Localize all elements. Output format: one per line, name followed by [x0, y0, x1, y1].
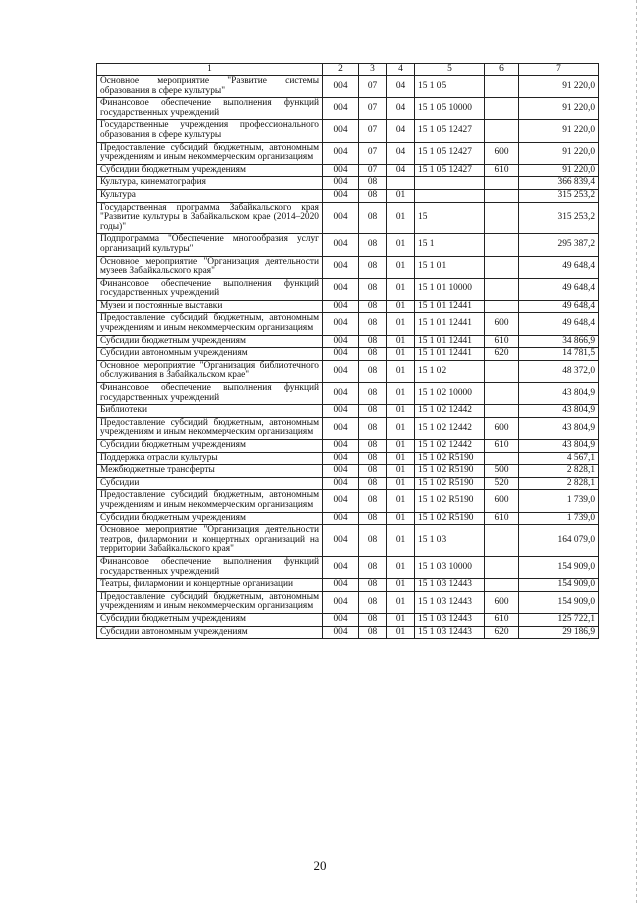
- row-amount: 154 909,0: [519, 556, 599, 578]
- column-header-5: 5: [415, 64, 485, 76]
- row-expense-type: 610: [485, 164, 519, 177]
- table-row: [97, 98, 599, 120]
- row-name: Субсидии бюджетным учреждениям: [97, 335, 323, 348]
- row-subsection-code: 01: [387, 556, 415, 578]
- row-target-article: 15 1 01 12441: [415, 313, 485, 335]
- row-ministry-code: 004: [323, 405, 359, 418]
- page-edge-line: [636, 0, 637, 905]
- row-name: Основное мероприятие "Организация деятельности музеев Забайкальского края": [97, 256, 323, 278]
- row-ministry-code: 004: [323, 98, 359, 120]
- row-amount: 1 739,0: [519, 490, 599, 512]
- row-expense-type: [485, 256, 519, 278]
- row-ministry-code: 004: [323, 360, 359, 382]
- row-subsection-code: 01: [387, 440, 415, 453]
- row-target-article: 15 1 03 10000: [415, 556, 485, 578]
- row-ministry-code: 004: [323, 477, 359, 490]
- table-row: [97, 417, 599, 439]
- row-amount: 2 828,1: [519, 465, 599, 478]
- row-target-article: 15 1 05 12427: [415, 164, 485, 177]
- row-subsection-code: 01: [387, 579, 415, 592]
- row-expense-type: [485, 383, 519, 405]
- table-row: [97, 490, 599, 512]
- row-expense-type: 600: [485, 591, 519, 613]
- row-ministry-code: 004: [323, 591, 359, 613]
- table-row: [97, 360, 599, 382]
- row-subsection-code: [387, 177, 415, 190]
- row-expense-type: [485, 189, 519, 202]
- row-target-article: 15 1 01 12441: [415, 348, 485, 361]
- row-target-article: 15 1 02 R5190: [415, 452, 485, 465]
- row-expense-type: [485, 234, 519, 256]
- row-name: Основное мероприятие "Организация деятельности театров, филармонии и концертных организаций на территории Забайкальского края": [97, 525, 323, 557]
- row-section-code: 08: [359, 383, 387, 405]
- row-target-article: 15 1 03 12443: [415, 579, 485, 592]
- row-ministry-code: 004: [323, 234, 359, 256]
- row-section-code: 08: [359, 417, 387, 439]
- table-row: [97, 234, 599, 256]
- row-name: Поддержка отрасли культуры: [97, 452, 323, 465]
- row-target-article: 15 1 03 12443: [415, 591, 485, 613]
- table-row: [97, 525, 599, 557]
- row-name: Субсидии автономным учреждениям: [97, 348, 323, 361]
- row-section-code: 07: [359, 164, 387, 177]
- row-target-article: 15 1 01: [415, 256, 485, 278]
- row-name: Музеи и постоянные выставки: [97, 300, 323, 313]
- row-section-code: 08: [359, 405, 387, 418]
- row-amount: 34 866,9: [519, 335, 599, 348]
- row-section-code: 08: [359, 202, 387, 234]
- row-target-article: 15 1 01 12441: [415, 335, 485, 348]
- row-ministry-code: 004: [323, 626, 359, 639]
- table-row: [97, 164, 599, 177]
- row-section-code: 08: [359, 313, 387, 335]
- row-expense-type: [485, 525, 519, 557]
- table-row: [97, 477, 599, 490]
- row-target-article: 15 1 01 12441: [415, 300, 485, 313]
- row-subsection-code: 01: [387, 512, 415, 525]
- row-amount: 91 220,0: [519, 120, 599, 142]
- row-ministry-code: 004: [323, 256, 359, 278]
- table-row: [97, 579, 599, 592]
- table-row: [97, 512, 599, 525]
- table-row: [97, 405, 599, 418]
- row-amount: 14 781,5: [519, 348, 599, 361]
- row-target-article: 15 1 02 10000: [415, 383, 485, 405]
- row-target-article: 15 1 05 12427: [415, 120, 485, 142]
- row-subsection-code: 04: [387, 98, 415, 120]
- row-section-code: 07: [359, 120, 387, 142]
- row-target-article: [415, 177, 485, 190]
- row-subsection-code: 01: [387, 360, 415, 382]
- row-amount: 49 648,4: [519, 256, 599, 278]
- row-subsection-code: 01: [387, 465, 415, 478]
- row-ministry-code: 004: [323, 579, 359, 592]
- row-expense-type: 610: [485, 613, 519, 626]
- row-section-code: 08: [359, 626, 387, 639]
- row-section-code: 08: [359, 452, 387, 465]
- column-header-4: 4: [387, 64, 415, 76]
- row-subsection-code: 01: [387, 256, 415, 278]
- row-subsection-code: 01: [387, 591, 415, 613]
- row-amount: 43 804,9: [519, 405, 599, 418]
- row-section-code: 08: [359, 335, 387, 348]
- row-expense-type: 610: [485, 512, 519, 525]
- row-expense-type: 620: [485, 348, 519, 361]
- row-name: Субсидии бюджетным учреждениям: [97, 512, 323, 525]
- row-subsection-code: 01: [387, 383, 415, 405]
- row-name: Предоставление субсидий бюджетным, автономным учреждениям и иным некоммерческим организациям: [97, 142, 323, 164]
- row-amount: 49 648,4: [519, 278, 599, 300]
- row-amount: 91 220,0: [519, 76, 599, 98]
- row-section-code: 08: [359, 477, 387, 490]
- page-number: 20: [313, 858, 327, 873]
- row-target-article: 15 1 03 12443: [415, 626, 485, 639]
- row-target-article: 15 1 02 12442: [415, 405, 485, 418]
- row-subsection-code: 01: [387, 405, 415, 418]
- row-ministry-code: 004: [323, 76, 359, 98]
- row-amount: 29 186,9: [519, 626, 599, 639]
- row-expense-type: [485, 76, 519, 98]
- row-name: Субсидии бюджетным учреждениям: [97, 440, 323, 453]
- row-expense-type: [485, 556, 519, 578]
- table-row: [97, 189, 599, 202]
- row-subsection-code: 01: [387, 348, 415, 361]
- table-row: [97, 202, 599, 234]
- row-name: Библиотеки: [97, 405, 323, 418]
- row-name: Субсидии автономным учреждениям: [97, 626, 323, 639]
- table-row: [97, 383, 599, 405]
- table-row: [97, 278, 599, 300]
- row-amount: 43 804,9: [519, 417, 599, 439]
- row-subsection-code: 01: [387, 490, 415, 512]
- row-subsection-code: 01: [387, 452, 415, 465]
- row-name: Финансовое обеспечение выполнения функций государственных учреждений: [97, 98, 323, 120]
- row-expense-type: [485, 120, 519, 142]
- row-ministry-code: 004: [323, 300, 359, 313]
- table-row: [97, 556, 599, 578]
- row-name: Предоставление субсидий бюджетным, автономным учреждениям и иным некоммерческим организациям: [97, 490, 323, 512]
- row-name: Субсидии бюджетным учреждениям: [97, 164, 323, 177]
- row-expense-type: [485, 452, 519, 465]
- row-name: Предоставление субсидий бюджетным, автономным учреждениям и иным некоммерческим организациям: [97, 417, 323, 439]
- row-subsection-code: 01: [387, 189, 415, 202]
- row-expense-type: 600: [485, 417, 519, 439]
- row-ministry-code: 004: [323, 164, 359, 177]
- row-subsection-code: 04: [387, 142, 415, 164]
- row-name: Субсидии бюджетным учреждениям: [97, 613, 323, 626]
- table-row: [97, 120, 599, 142]
- row-target-article: 15 1 05 12427: [415, 142, 485, 164]
- row-section-code: 08: [359, 360, 387, 382]
- row-target-article: 15 1 05 10000: [415, 98, 485, 120]
- row-expense-type: 610: [485, 440, 519, 453]
- row-expense-type: 600: [485, 313, 519, 335]
- row-subsection-code: 01: [387, 335, 415, 348]
- row-section-code: 07: [359, 76, 387, 98]
- row-subsection-code: 01: [387, 300, 415, 313]
- row-section-code: 08: [359, 278, 387, 300]
- row-amount: 295 387,2: [519, 234, 599, 256]
- row-target-article: 15 1 01 10000: [415, 278, 485, 300]
- row-target-article: 15: [415, 202, 485, 234]
- row-ministry-code: 004: [323, 278, 359, 300]
- row-target-article: 15 1 02 R5190: [415, 512, 485, 525]
- row-name: Финансовое обеспечение выполнения функций государственных учреждений: [97, 278, 323, 300]
- row-amount: 4 567,1: [519, 452, 599, 465]
- header-row: [97, 64, 599, 76]
- column-header-1: 1: [97, 64, 323, 76]
- row-expense-type: 620: [485, 626, 519, 639]
- column-header-2: 2: [323, 64, 359, 76]
- row-expense-type: 520: [485, 477, 519, 490]
- row-target-article: 15 1 03 12443: [415, 613, 485, 626]
- row-expense-type: [485, 202, 519, 234]
- row-amount: 125 722,1: [519, 613, 599, 626]
- row-section-code: 08: [359, 465, 387, 478]
- table-row: [97, 335, 599, 348]
- row-ministry-code: 004: [323, 335, 359, 348]
- row-subsection-code: 01: [387, 202, 415, 234]
- row-ministry-code: 004: [323, 202, 359, 234]
- table-row: [97, 465, 599, 478]
- row-subsection-code: 01: [387, 313, 415, 335]
- row-name: Основное мероприятие "Организация библиотечного обслуживания в Забайкальском крае": [97, 360, 323, 382]
- budget-table: [96, 63, 599, 639]
- row-ministry-code: 004: [323, 525, 359, 557]
- row-section-code: 07: [359, 142, 387, 164]
- row-ministry-code: 004: [323, 440, 359, 453]
- row-expense-type: [485, 278, 519, 300]
- row-amount: 49 648,4: [519, 313, 599, 335]
- row-amount: 48 372,0: [519, 360, 599, 382]
- table-row: [97, 142, 599, 164]
- row-section-code: 08: [359, 189, 387, 202]
- row-expense-type: 600: [485, 142, 519, 164]
- row-subsection-code: 01: [387, 234, 415, 256]
- row-ministry-code: 004: [323, 512, 359, 525]
- row-name: Основное мероприятие "Развитие системы образования в сфере культуры": [97, 76, 323, 98]
- row-ministry-code: 004: [323, 120, 359, 142]
- row-ministry-code: 004: [323, 189, 359, 202]
- row-ministry-code: 004: [323, 417, 359, 439]
- row-amount: 91 220,0: [519, 142, 599, 164]
- row-name: Культура: [97, 189, 323, 202]
- row-subsection-code: 01: [387, 525, 415, 557]
- table-row: [97, 313, 599, 335]
- row-subsection-code: 01: [387, 626, 415, 639]
- table-row: [97, 177, 599, 190]
- row-amount: 154 909,0: [519, 579, 599, 592]
- row-amount: 154 909,0: [519, 591, 599, 613]
- row-ministry-code: 004: [323, 313, 359, 335]
- row-amount: 2 828,1: [519, 477, 599, 490]
- row-expense-type: [485, 405, 519, 418]
- row-expense-type: [485, 98, 519, 120]
- row-section-code: 07: [359, 98, 387, 120]
- row-expense-type: [485, 360, 519, 382]
- row-section-code: 08: [359, 556, 387, 578]
- row-amount: 315 253,2: [519, 202, 599, 234]
- row-expense-type: [485, 177, 519, 190]
- table-row: [97, 440, 599, 453]
- row-target-article: 15 1 02 R5190: [415, 477, 485, 490]
- column-header-7: 7: [519, 64, 599, 76]
- row-section-code: 08: [359, 591, 387, 613]
- row-ministry-code: 004: [323, 613, 359, 626]
- table-row: [97, 613, 599, 626]
- row-section-code: 08: [359, 256, 387, 278]
- row-expense-type: [485, 300, 519, 313]
- row-amount: 315 253,2: [519, 189, 599, 202]
- row-section-code: 08: [359, 490, 387, 512]
- row-ministry-code: 004: [323, 452, 359, 465]
- row-subsection-code: 04: [387, 76, 415, 98]
- table-row: [97, 452, 599, 465]
- row-amount: 1 739,0: [519, 512, 599, 525]
- row-expense-type: 610: [485, 335, 519, 348]
- row-ministry-code: 004: [323, 465, 359, 478]
- row-section-code: 08: [359, 440, 387, 453]
- row-name: Межбюджетные трансферты: [97, 465, 323, 478]
- column-header-3: 3: [359, 64, 387, 76]
- row-target-article: 15 1 02 R5190: [415, 465, 485, 478]
- table-row: [97, 256, 599, 278]
- row-section-code: 08: [359, 579, 387, 592]
- row-ministry-code: 004: [323, 490, 359, 512]
- table-row: [97, 348, 599, 361]
- row-target-article: 15 1 02 12442: [415, 440, 485, 453]
- table-row: [97, 591, 599, 613]
- row-section-code: 08: [359, 300, 387, 313]
- row-target-article: 15 1: [415, 234, 485, 256]
- row-amount: 49 648,4: [519, 300, 599, 313]
- row-subsection-code: 01: [387, 417, 415, 439]
- row-section-code: 08: [359, 177, 387, 190]
- row-expense-type: [485, 579, 519, 592]
- column-header-6: 6: [485, 64, 519, 76]
- row-target-article: 15 1 02: [415, 360, 485, 382]
- row-name: Театры, филармонии и концертные организации: [97, 579, 323, 592]
- row-expense-type: 500: [485, 465, 519, 478]
- row-ministry-code: 004: [323, 348, 359, 361]
- table-body: [97, 76, 599, 639]
- row-target-article: 15 1 02 12442: [415, 417, 485, 439]
- row-section-code: 08: [359, 234, 387, 256]
- row-section-code: 08: [359, 613, 387, 626]
- row-amount: 366 839,4: [519, 177, 599, 190]
- row-name: Предоставление субсидий бюджетным, автономным учреждениям и иным некоммерческим организациям: [97, 591, 323, 613]
- row-ministry-code: 004: [323, 556, 359, 578]
- row-amount: 43 804,9: [519, 383, 599, 405]
- row-name: Подпрограмма "Обеспечение многообразия услуг организаций культуры": [97, 234, 323, 256]
- row-name: Субсидии: [97, 477, 323, 490]
- row-ministry-code: 004: [323, 142, 359, 164]
- row-target-article: 15 1 03: [415, 525, 485, 557]
- row-subsection-code: 04: [387, 120, 415, 142]
- row-amount: 43 804,9: [519, 440, 599, 453]
- row-target-article: [415, 189, 485, 202]
- row-section-code: 08: [359, 525, 387, 557]
- row-name: Финансовое обеспечение выполнения функций государственных учреждений: [97, 556, 323, 578]
- row-subsection-code: 01: [387, 278, 415, 300]
- row-amount: 91 220,0: [519, 98, 599, 120]
- row-section-code: 08: [359, 348, 387, 361]
- row-name: Государственная программа Забайкальского края "Развитие культуры в Забайкальском крае (2014–2020 годы)": [97, 202, 323, 234]
- row-name: Предоставление субсидий бюджетным, автономным учреждениям и иным некоммерческим организациям: [97, 313, 323, 335]
- row-ministry-code: 004: [323, 177, 359, 190]
- row-target-article: 15 1 05: [415, 76, 485, 98]
- row-subsection-code: 04: [387, 164, 415, 177]
- row-expense-type: 600: [485, 490, 519, 512]
- table-row: [97, 76, 599, 98]
- row-amount: 91 220,0: [519, 164, 599, 177]
- row-ministry-code: 004: [323, 383, 359, 405]
- row-subsection-code: 01: [387, 613, 415, 626]
- row-subsection-code: 01: [387, 477, 415, 490]
- row-target-article: 15 1 02 R5190: [415, 490, 485, 512]
- row-name: Государственные учреждения профессионального образования в сфере культуры: [97, 120, 323, 142]
- row-amount: 164 079,0: [519, 525, 599, 557]
- row-section-code: 08: [359, 512, 387, 525]
- table-row: [97, 626, 599, 639]
- row-name: Финансовое обеспечение выполнения функций государственных учреждений: [97, 383, 323, 405]
- row-name: Культура, кинематография: [97, 177, 323, 190]
- table-row: [97, 300, 599, 313]
